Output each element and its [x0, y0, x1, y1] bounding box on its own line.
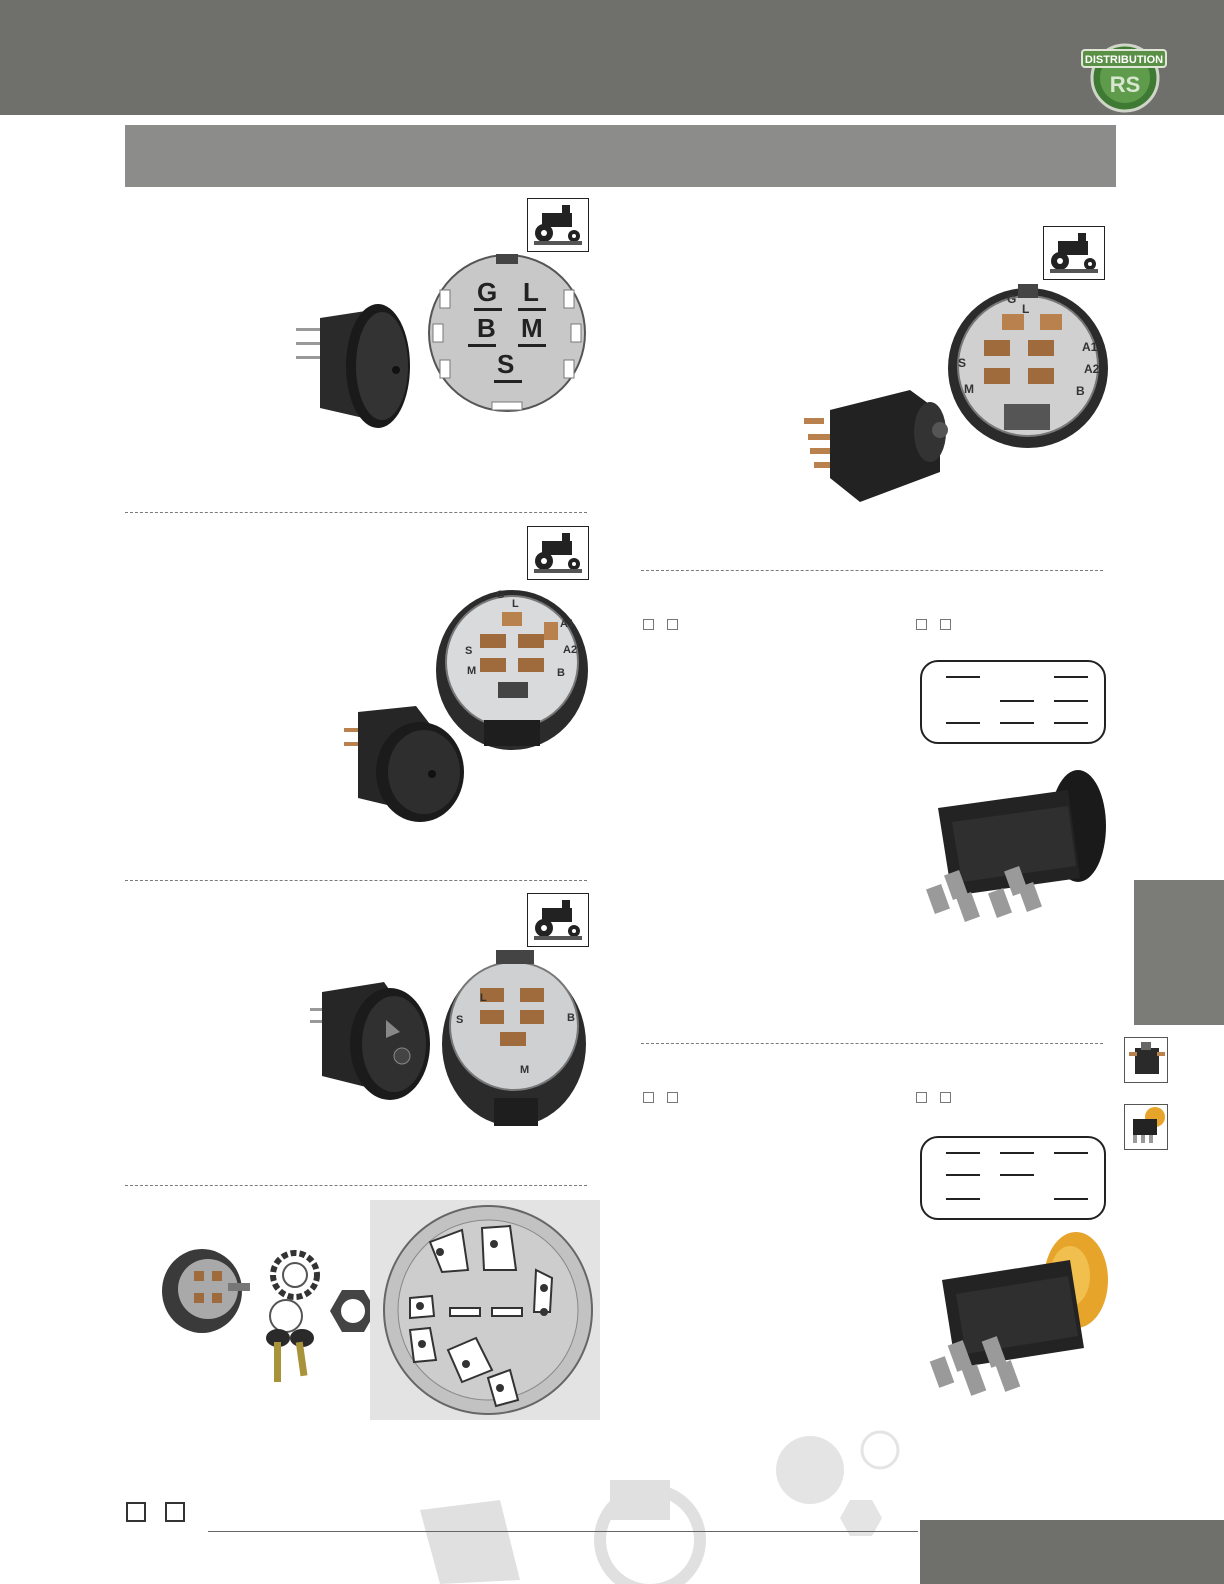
header-band	[0, 0, 1224, 115]
terminal-label-g: G	[1007, 292, 1017, 306]
terminal-label-s: S	[497, 349, 515, 379]
terminal-label-a2: A2	[1084, 362, 1100, 376]
terminal-label-l: L	[1022, 302, 1030, 316]
terminal-label-s: S	[456, 1014, 464, 1026]
pto-switch-photo	[920, 1230, 1110, 1406]
pto-switch-photo	[918, 768, 1108, 938]
terminal-label-a1: A1	[1082, 340, 1098, 354]
ignition-switch-photo	[158, 1245, 254, 1337]
thumbnail-pto-switch[interactable]	[1124, 1104, 1168, 1150]
logo-text: DISTRIBUTION	[1084, 54, 1164, 66]
option-checkbox[interactable]	[916, 619, 927, 630]
thumbnail-solenoid[interactable]	[1124, 1037, 1168, 1083]
riding-mower-icon	[527, 526, 589, 580]
terminal-label-b: B	[567, 1012, 575, 1024]
option-checkbox[interactable]	[667, 1092, 678, 1103]
lock-washer-photo	[270, 1250, 320, 1300]
rs-distribution-logo	[1078, 36, 1170, 114]
footer-checkbox[interactable]	[126, 1502, 146, 1522]
section-divider	[125, 1185, 587, 1186]
section-divider	[641, 1043, 1103, 1044]
terminal-label-s: S	[958, 356, 967, 370]
section-title-bar	[125, 125, 1116, 187]
option-checkbox[interactable]	[916, 1092, 927, 1103]
terminal-label-s: S	[465, 645, 473, 657]
keys-photo	[256, 1298, 328, 1388]
terminal-face-photo	[438, 948, 590, 1128]
pin-diagram-box	[920, 1136, 1106, 1220]
terminal-label-g: G	[496, 589, 505, 601]
terminal-label-m: M	[467, 665, 477, 677]
terminal-label-m: M	[521, 313, 543, 343]
terminal-label-g: G	[477, 277, 498, 307]
terminal-label-l: L	[523, 277, 539, 307]
terminal-label-a2: A2	[563, 644, 578, 656]
footer-tab	[920, 1520, 1224, 1584]
option-checkbox[interactable]	[940, 1092, 951, 1103]
footer-rule	[208, 1531, 918, 1532]
section-divider	[641, 570, 1103, 571]
option-checkbox[interactable]	[940, 619, 951, 630]
riding-mower-icon	[527, 198, 589, 252]
terminal-diagram	[370, 1200, 600, 1420]
footer-checkbox[interactable]	[165, 1502, 185, 1522]
terminal-label-a1: A1	[560, 618, 575, 630]
terminal-label-l: L	[480, 992, 487, 1004]
terminal-label-l: L	[512, 598, 519, 610]
terminal-diagram	[426, 252, 588, 414]
option-checkbox[interactable]	[643, 619, 654, 630]
option-checkbox[interactable]	[667, 619, 678, 630]
ignition-switch-photo	[306, 980, 436, 1102]
terminal-label-m: M	[964, 382, 974, 396]
pin-diagram-box	[920, 660, 1106, 744]
terminal-label-m: M	[520, 1064, 530, 1076]
footer-decorative-photos	[410, 1430, 910, 1584]
ignition-switch-photo	[800, 382, 960, 512]
ignition-switch-photo	[336, 702, 468, 826]
terminal-label-b: B	[477, 313, 496, 343]
ignition-switch-photo	[290, 298, 420, 433]
terminal-label-b: B	[557, 667, 565, 679]
riding-mower-icon	[1043, 226, 1105, 280]
section-divider	[125, 880, 587, 881]
riding-mower-icon	[527, 893, 589, 947]
section-divider	[125, 512, 587, 513]
option-checkbox[interactable]	[643, 1092, 654, 1103]
terminal-label-b: B	[1076, 384, 1085, 398]
chapter-side-tab[interactable]	[1134, 880, 1224, 1025]
logo-initials: RS	[1109, 72, 1141, 97]
